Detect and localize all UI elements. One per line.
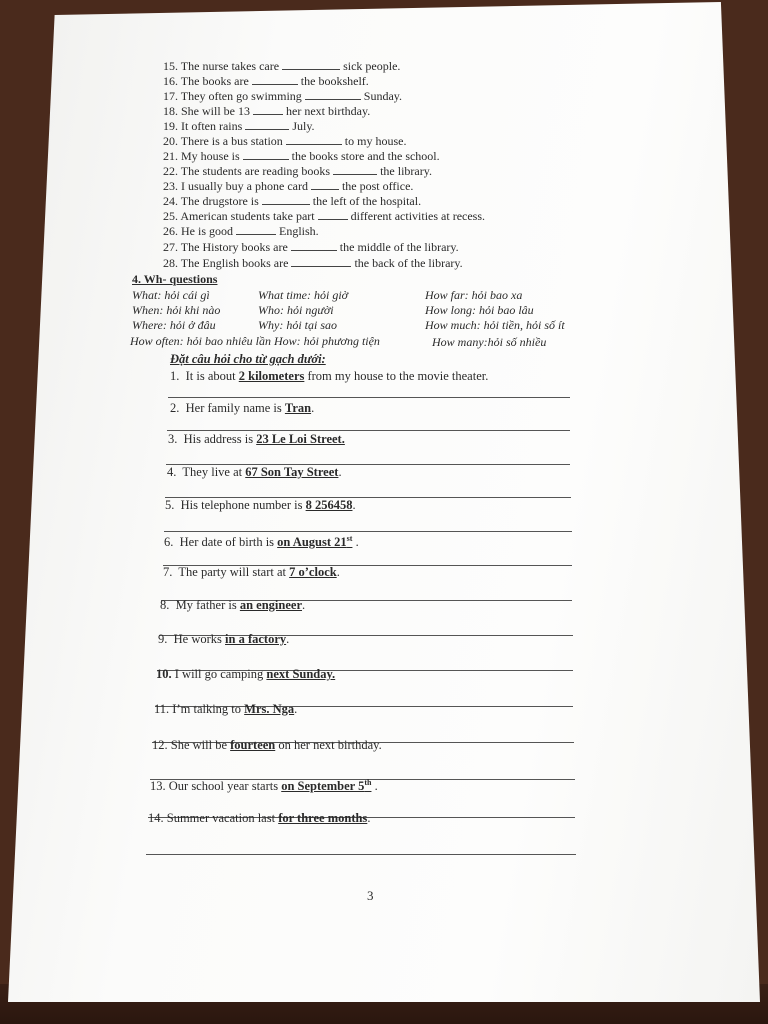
fill-item: 15. The nurse takes care sick people. — [163, 59, 401, 73]
wh-word: What time: hỏi giờ — [258, 288, 349, 302]
question-item: 10. I will go camping next Sunday. — [156, 667, 336, 681]
question-item: 6. Her date of birth is on August 21st . — [164, 534, 359, 550]
fill-item: 24. The drugstore is the left of the hospital. — [163, 194, 422, 208]
fill-item: 17. They often go swimming Sunday. — [163, 89, 403, 103]
wh-word: What: hỏi cái gì — [132, 288, 210, 302]
fill-item: 27. The History books are the middle of the library. — [163, 240, 459, 254]
question-item: 8. My father is an engineer. — [160, 598, 306, 612]
question-item: 7. The party will start at 7 o’clock. — [163, 565, 340, 579]
fill-item: 28. The English books are the back of the library. — [163, 256, 463, 270]
question-item: 2. Her family name is Tran. — [170, 401, 315, 415]
answer-line — [168, 397, 570, 398]
fill-item: 26. He is good English. — [163, 224, 319, 238]
wh-word: When: hỏi khi nào — [132, 303, 221, 317]
wh-word: How many:hỏi số nhiều — [432, 335, 547, 349]
page-number: 3 — [367, 888, 374, 903]
question-item: 3. His address is 23 Le Loi Street. — [168, 432, 345, 446]
wh-word: How long: hỏi bao lâu — [425, 303, 534, 317]
fill-item: 25. American students take part different activities at recess. — [163, 209, 486, 223]
answer-line — [167, 430, 570, 431]
question-item: 5. His telephone number is 8 256458. — [165, 498, 356, 512]
question-item: 13. Our school year starts on September 5th . — [150, 778, 378, 794]
fill-item: 22. The students are reading books the library. — [163, 164, 432, 178]
question-item: 12. She will be fourteen on her next birthday. — [152, 738, 382, 752]
fill-item: 18. She will be 13 her next birthday. — [163, 104, 371, 118]
wh-word: How often: hỏi bao nhiêu lần How: hỏi phương tiện — [130, 334, 380, 348]
wh-word: Who: hỏi người — [258, 303, 334, 317]
fill-item: 16. The books are the bookshelf. — [163, 74, 369, 88]
wh-word: Why: hỏi tại sao — [258, 318, 337, 332]
fill-item: 21. My house is the books store and the school. — [163, 149, 440, 163]
fill-item: 20. There is a bus station to my house. — [163, 134, 407, 148]
fill-item: 19. It often rains July. — [163, 119, 315, 133]
question-item: 11. I’m talking to Mrs. Nga. — [154, 702, 298, 716]
wh-word: How much: hỏi tiền, hỏi số ít — [425, 318, 565, 332]
question-item: 9. He works in a factory. — [158, 632, 290, 646]
section-title: 4. Wh- questions — [132, 272, 218, 286]
wh-word: How far: hỏi bao xa — [425, 288, 523, 302]
fill-item: 23. I usually buy a phone card the post office. — [163, 179, 414, 193]
answer-line — [146, 854, 576, 855]
wh-word: Where: hỏi ở đâu — [132, 318, 216, 332]
question-item: 1. It is about 2 kilometers from my house to the movie theater. — [170, 369, 489, 383]
question-item: 14. Summer vacation last for three months. — [148, 811, 371, 825]
question-item: 4. They live at 67 Son Tay Street. — [167, 465, 342, 479]
task-instruction: Đặt câu hỏi cho từ gạch dưới: — [170, 352, 326, 366]
